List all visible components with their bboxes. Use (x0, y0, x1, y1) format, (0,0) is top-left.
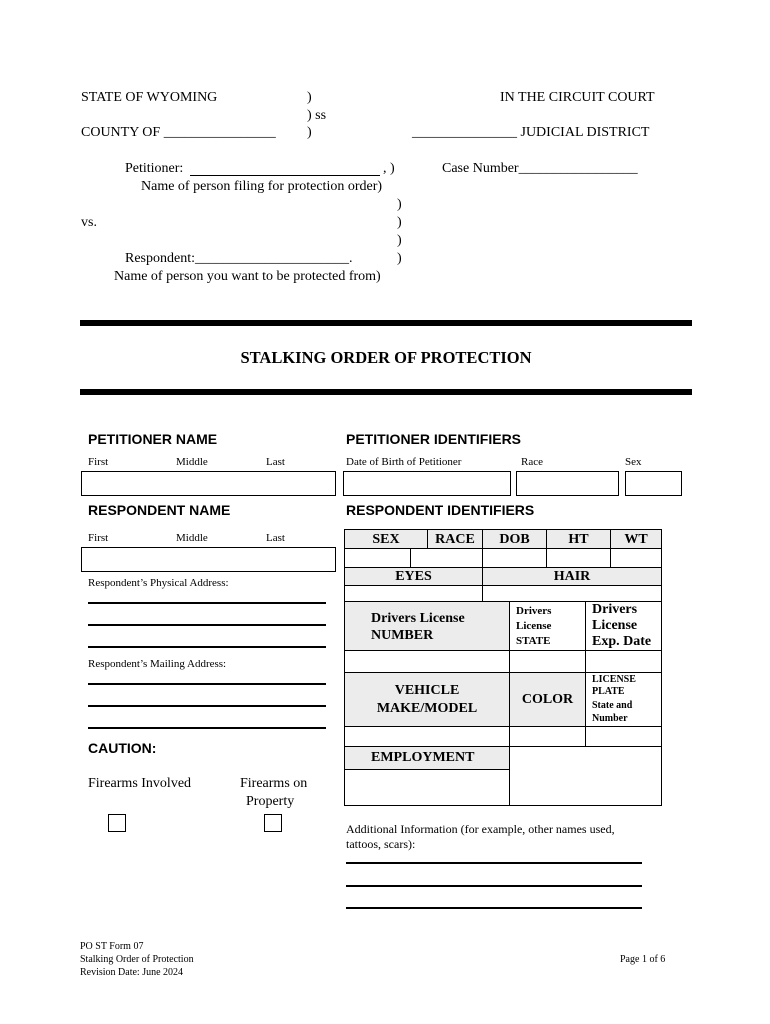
eyes-value[interactable] (344, 585, 483, 602)
ht-header (546, 529, 611, 549)
petitioner-sublabel: Name of person filing for protection order) (141, 179, 383, 194)
physical-address-line-1[interactable] (88, 602, 326, 604)
color-header-text: COLOR (521, 692, 574, 707)
petitioner-identifiers-heading: PETITIONER IDENTIFIERS (346, 431, 522, 447)
wt-header (610, 529, 662, 549)
mailing-address-line-2[interactable] (88, 705, 326, 707)
caption-paren: ) (397, 233, 402, 248)
caption-paren: ) (397, 251, 402, 266)
physical-address-line-2[interactable] (88, 624, 326, 626)
vehicle-header (344, 672, 510, 727)
dl-state-header (509, 601, 586, 651)
petitioner-label: Petitioner: (125, 161, 184, 176)
eyes-header-text: EYES (395, 569, 432, 584)
race-header-text: RACE (435, 532, 475, 547)
color-header (509, 672, 586, 727)
respondent-sublabel: Name of person you want to be protected from) (114, 269, 381, 284)
additional-info-label-2: tattoos, scars): (346, 837, 416, 851)
caption-paren: ) (397, 197, 402, 212)
dob-header-text: DOB (499, 532, 530, 547)
footer-form-name: Stalking Order of Protection (80, 954, 194, 965)
state-label: STATE OF WYOMING (81, 90, 218, 105)
vs-label: vs. (81, 215, 97, 230)
plate-header-text-3: State and (592, 700, 633, 711)
plate-header-text-1: LICENSE (592, 674, 636, 685)
case-number-field[interactable]: Case Number_________________ (442, 161, 638, 176)
additional-info-line-2[interactable] (346, 885, 642, 887)
petitioner-race-label: Race (521, 456, 543, 468)
respondent-first-label: First (88, 532, 109, 544)
petitioner-race-input[interactable] (516, 471, 619, 496)
petitioner-dob-input[interactable] (343, 471, 511, 496)
dl-state-value[interactable] (509, 650, 586, 673)
plate-value[interactable] (585, 726, 662, 747)
petitioner-name-input[interactable] (81, 471, 336, 496)
employment-value[interactable] (509, 746, 662, 806)
top-rule (80, 320, 692, 326)
mailing-address-line-1[interactable] (88, 683, 326, 685)
additional-info-line-1[interactable] (346, 862, 642, 864)
caution-heading: CAUTION: (88, 740, 157, 756)
plate-header-text-2: PLATE (592, 686, 625, 697)
dl-number-header-text-1: Drivers License (371, 611, 465, 626)
petitioner-dob-label: Date of Birth of Petitioner (346, 456, 462, 468)
dl-number-value[interactable] (344, 650, 510, 673)
additional-info-line-3[interactable] (346, 907, 642, 909)
dl-exp-header-text-3: Exp. Date (592, 634, 652, 649)
physical-address-label: Respondent’s Physical Address: (88, 577, 229, 589)
court-label: IN THE CIRCUIT COURT (500, 90, 655, 105)
petitioner-comma: , ) (383, 161, 395, 176)
respondent-label[interactable]: Respondent:______________________. (125, 251, 353, 266)
dl-state-header-text-3: STATE (516, 635, 551, 647)
petitioner-middle-label: Middle (176, 456, 208, 468)
dob-header (482, 529, 547, 549)
dl-number-header (344, 601, 510, 651)
hair-value[interactable] (482, 585, 662, 602)
vehicle-value[interactable] (344, 726, 510, 747)
firearms-involved-checkbox[interactable] (108, 814, 126, 832)
sex-header-text: SEX (372, 532, 400, 547)
additional-info-label-1: Additional Information (for example, other names used, (346, 822, 615, 836)
physical-address-line-3[interactable] (88, 646, 326, 648)
firearms-property-label-2: Property (246, 794, 295, 809)
district-label[interactable]: _______________ JUDICIAL DISTRICT (412, 125, 650, 140)
dob-value[interactable] (482, 548, 547, 568)
caption-paren: ) (307, 125, 312, 140)
eyes-header (344, 567, 483, 586)
dl-state-header-text-2: License (516, 620, 552, 632)
color-value[interactable] (509, 726, 586, 747)
vehicle-header-text-2: MAKE/MODEL (376, 701, 478, 716)
petitioner-first-label: First (88, 456, 109, 468)
footer-form-id: PO ST Form 07 (80, 941, 144, 952)
caption-paren: ) (307, 90, 312, 105)
sex-value[interactable] (344, 548, 411, 568)
employment-header-text: EMPLOYMENT (371, 750, 475, 765)
dl-exp-header-text-2: License (592, 618, 638, 633)
petitioner-sex-input[interactable] (625, 471, 682, 496)
race-value[interactable] (410, 548, 483, 568)
respondent-middle-label: Middle (176, 532, 208, 544)
dl-number-header-text-2: NUMBER (371, 628, 434, 643)
petitioner-name-field[interactable] (190, 175, 380, 176)
ht-value[interactable] (546, 548, 611, 568)
wt-header-text: WT (624, 532, 648, 547)
employment-header (344, 746, 510, 770)
caption-ss: ) ss (307, 108, 327, 123)
sex-header (344, 529, 428, 549)
dl-exp-header (585, 601, 662, 651)
petitioner-sex-label: Sex (625, 456, 642, 468)
mailing-address-label: Respondent’s Mailing Address: (88, 658, 227, 670)
vehicle-header-text-1: VEHICLE (394, 683, 460, 698)
firearms-involved-label: Firearms Involved (88, 776, 192, 791)
bottom-rule (80, 389, 692, 395)
firearms-property-label-1: Firearms on (240, 776, 308, 791)
respondent-name-heading: RESPONDENT NAME (88, 502, 231, 518)
petitioner-last-label: Last (266, 456, 285, 468)
form-title: STALKING ORDER OF PROTECTION (240, 348, 532, 367)
hair-header (482, 567, 662, 586)
ht-header-text: HT (568, 532, 589, 547)
dl-exp-value[interactable] (585, 650, 662, 673)
respondent-last-label: Last (266, 532, 285, 544)
petitioner-name-heading: PETITIONER NAME (88, 431, 218, 447)
footer-page-number: Page 1 of 6 (620, 954, 666, 965)
dl-state-header-text-1: Drivers (516, 605, 552, 617)
county-label[interactable]: COUNTY OF ________________ (81, 125, 276, 140)
dl-exp-header-text-1: Drivers (592, 602, 638, 617)
caption-paren: ) (397, 215, 402, 230)
plate-header (585, 672, 662, 727)
respondent-name-input[interactable] (81, 547, 336, 572)
wt-value[interactable] (610, 548, 662, 568)
mailing-address-line-3[interactable] (88, 727, 326, 729)
firearms-property-checkbox[interactable] (264, 814, 282, 832)
respondent-identifiers-heading: RESPONDENT IDENTIFIERS (346, 502, 535, 518)
race-header (427, 529, 483, 549)
footer-revision: Revision Date: June 2024 (80, 967, 184, 978)
hair-header-text: HAIR (553, 569, 591, 584)
plate-header-text-4: Number (592, 713, 628, 724)
